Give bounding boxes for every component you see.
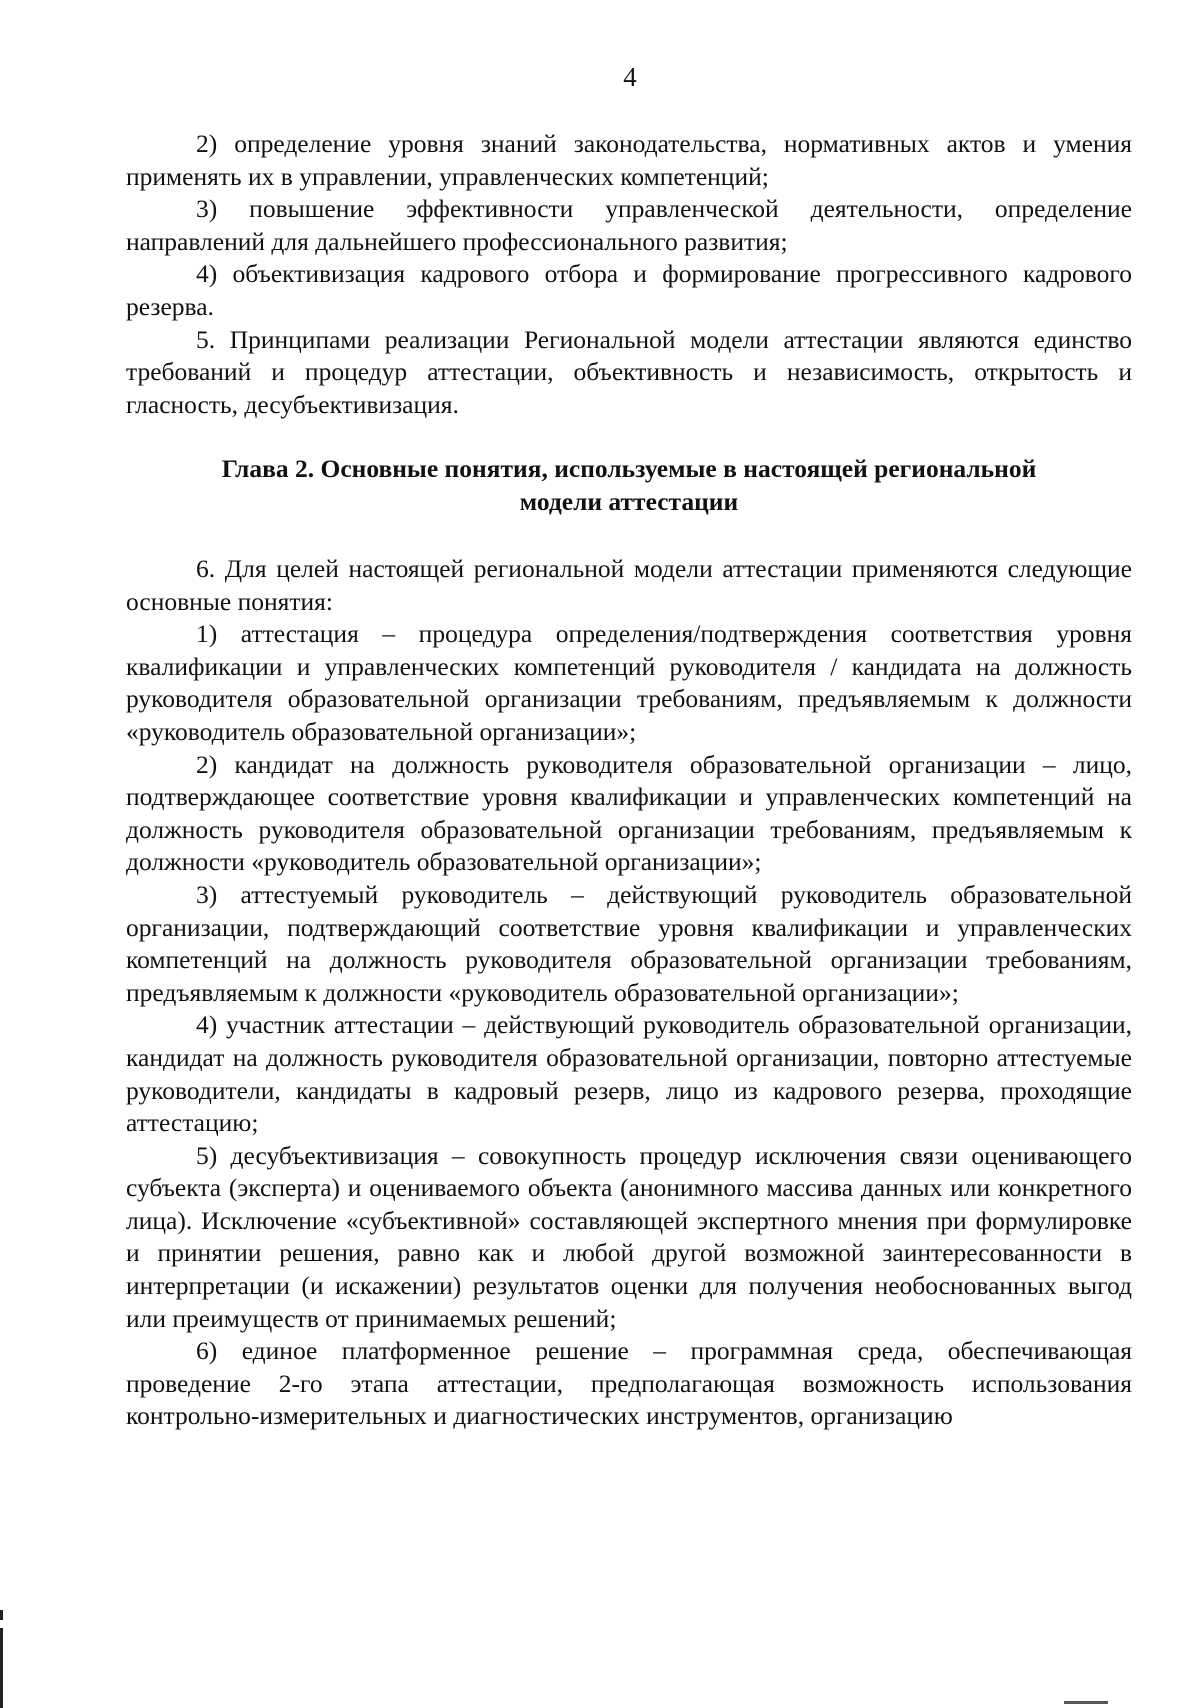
scan-margin-mark <box>0 1628 3 1708</box>
definition-item: 2) кандидат на должность руководителя образовательной организации – лицо, подтверждающее соответствие уровня квалификации и управленческих компетенций на должность руководителя образовательной организации требованиям, предъявляемым к должности «руководитель образовательной организации»; <box>126 749 1132 877</box>
page-number: 4 <box>623 62 637 92</box>
definition-item: 6) единое платформенное решение – программная среда, обеспечивающая проведение 2-го этапа аттестации, предполагающая возможность использования контрольно-измерительных и диагностических инструментов, организацию <box>126 1336 1132 1431</box>
paragraph-block-top <box>126 128 1132 421</box>
scan-margin-mark <box>0 1610 3 1620</box>
list-item: 4) объективизация кадрового отбора и формирование прогрессивного кадрового резерва. <box>126 259 1132 321</box>
chapter-heading-line-1: Глава 2. Основные понятия, используемые в настоящей региональной <box>221 454 1037 483</box>
chapter-heading-line-2: модели аттестации <box>519 487 739 516</box>
definition-item: 3) аттестуемый руководитель – действующий руководитель образовательной организации, подтверждающий соответствие уровня квалификации и управленческих компетенций на должность руководителя образовательной организации требованиям, предъявляемым к должности «руководитель образовательной организации»; <box>126 879 1132 1007</box>
principles-paragraph: 5. Принципами реализации Региональной модели аттестации являются единство требований и процедур аттестации, объективность и независимость, открытость и гласность, десубъективизация. <box>126 324 1132 419</box>
scan-corner-mark <box>1064 1701 1108 1704</box>
chapter-heading <box>126 452 1132 518</box>
list-item: 2) определение уровня знаний законодательства, нормативных актов и умения применять их в управлении, управленческих компетенций; <box>126 129 1132 191</box>
definition-item: 4) участник аттестации – действующий руководитель образовательной организации, кандидат на должность руководителя образовательной организации, повторно аттестуемые руководители, кандидаты в кадровый резерв, лицо из кадрового резерва, проходящие аттестацию; <box>126 1010 1132 1138</box>
definition-item: 1) аттестация – процедура определения/подтверждения соответствия уровня квалификации и управленческих компетенций руководителя / кандидата на должность руководителя образовательной организации требованиям, предъявляемым к должности «руководитель образовательной организации»; <box>126 619 1132 746</box>
definitions-intro: 6. Для целей настоящей региональной модели аттестации применяются следующие основные понятия: <box>126 554 1132 616</box>
definition-item: 5) десубъективизация – совокупность процедур исключения связи оценивающего субъекта (эксперта) и оцениваемого объекта (анонимного массива данных или конкретного лица). Исключение «субъективной» составляющей экспертного мнения при формулировке и принятии решения, равно как и любой другой возможной заинтересованности в интерпретации (и искажении) результатов оценки для получения необоснованных выгод или преимуществ от принимаемых решений; <box>126 1140 1132 1333</box>
paragraph-block-definitions <box>126 553 1132 1433</box>
list-item: 3) повышение эффективности управленческой деятельности, определение направлений для дальнейшего профессионального развития; <box>126 194 1132 256</box>
